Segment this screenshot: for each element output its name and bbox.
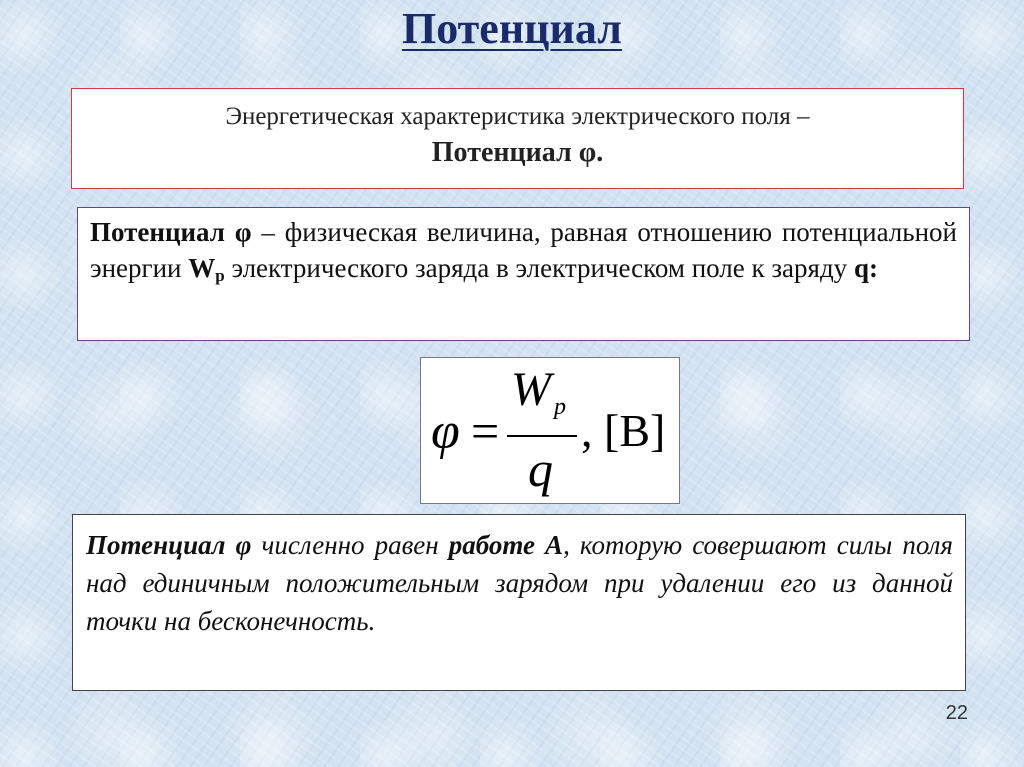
formula-numerator-subscript: p — [554, 394, 566, 420]
definition-term: Потенциал φ — [90, 217, 252, 247]
intro-box — [71, 88, 964, 189]
work-box-text-1: численно равен — [251, 530, 449, 560]
formula-numerator: W — [511, 363, 551, 416]
formula-unit: , [В] — [581, 405, 666, 456]
work-box-text-2: , которую совершают силы поля над единичным положительным зарядом при удалении его из данной точки на бесконечность. — [86, 530, 953, 636]
intro-potential-line: Потенциал φ. — [431, 137, 604, 168]
formula-phi: φ — [431, 403, 460, 460]
potential-formula — [420, 357, 680, 504]
work-box — [72, 514, 966, 691]
energy-symbol: W — [188, 253, 216, 283]
energy-subscript: p — [215, 266, 225, 285]
fraction-bar — [507, 435, 577, 437]
definition-box — [77, 207, 970, 341]
slide-title: Потенциал — [402, 4, 622, 53]
intro-line: Энергетическая характеристика электрического поля – — [225, 103, 810, 130]
charge-symbol: q: — [853, 253, 878, 283]
definition-text-1: – физическая величина, равная отношению потенциальной энергии — [90, 217, 957, 283]
formula-denominator: q — [528, 441, 553, 497]
page-number: 22 — [945, 702, 968, 724]
definition-text-2: электрического заряда в электрическом поле к заряду — [224, 253, 854, 283]
work-term: работе А — [448, 530, 564, 560]
work-box-term: Потенциал φ — [86, 530, 252, 560]
formula-equals: = — [471, 403, 500, 459]
